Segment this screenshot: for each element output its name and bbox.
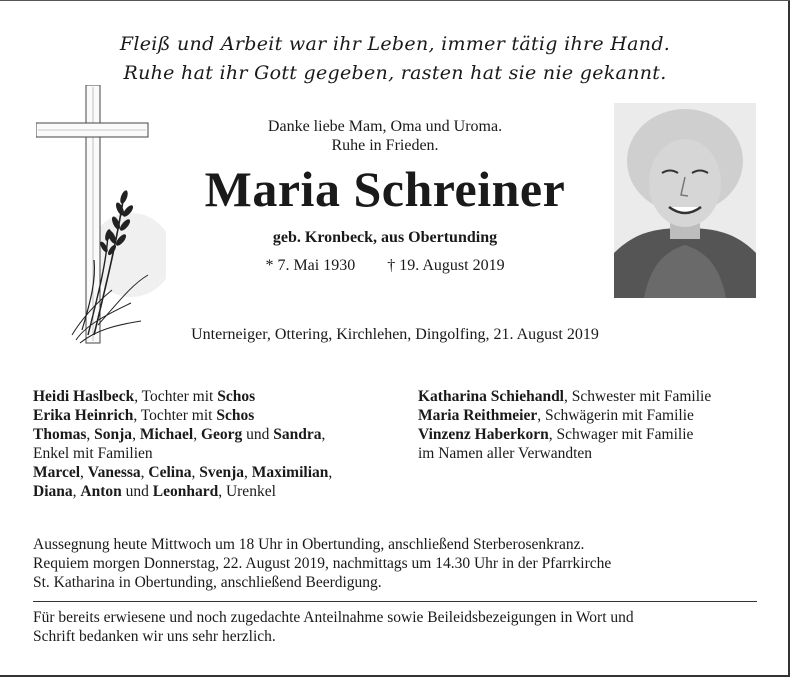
divider [33,601,757,602]
birth-date: * 7. Mai 1930 [265,257,356,274]
mourners-right [418,387,778,463]
mourner-relation: , Urenkel [218,483,276,500]
mourner-line [418,406,778,425]
mourner-relation: , [191,464,200,481]
mourners-left [33,387,403,501]
mourner-name: Vinzenz Haberkorn [418,426,549,443]
mourner-name: Svenja [199,464,244,481]
mourner-relation: , [132,426,140,443]
thanks-line-1: Danke liebe Mam, Oma und Uroma. [267,118,503,135]
place-and-date: Unterneiger, Ottering, Kirchlehen, Dingolfing, 21. August 2019 [191,326,599,343]
mourner-relation: , [193,426,201,443]
mourner-relation: , [244,464,252,481]
mourner-line [418,425,778,444]
mourner-line [418,387,778,406]
mourner-name: Michael [139,426,194,443]
mourner-line [33,406,403,425]
mourner-relation: , [80,464,88,481]
mourner-relation: , [140,464,149,481]
mourner-relation: , Schwager mit Familie [548,426,694,443]
motto-line-2: Ruhe hat ihr Gott gegeben, rasten hat sie nie gekannt. [123,62,667,84]
mourner-name: Marcel [33,464,81,481]
mourner-relation: , Tochter mit [134,388,218,405]
mourner-relation: , [328,464,333,481]
service-line-1: Aussegnung heute Mittwoch um 18 Uhr in Obertunding, anschließend Sterberosenkranz. [33,536,585,553]
mourner-relation: , [321,426,326,443]
closing-line-2: Schrift bedanken wir uns sehr herzlich. [33,628,276,645]
portrait-photo [614,103,756,298]
mourner-name: Leonhard [152,483,219,500]
mourner-relation: und [121,483,153,500]
motto-line-1: Fleiß und Arbeit war ihr Leben, immer tätig ihre Hand. [119,33,671,55]
mourner-line [33,482,403,501]
mourner-name: Celina [148,464,192,481]
mourner-relation: , Schwester mit Familie [564,388,712,405]
service-info [33,535,753,592]
birth-name: geb. Kronbeck, aus Obertunding [272,229,498,246]
mourner-relation: , Tochter mit [133,407,217,424]
mourner-name: Schos [217,388,256,405]
mourner-name: Georg [200,426,243,443]
mourner-relation: im Namen aller Verwandten [418,445,593,462]
mourner-relation: Enkel mit Familien [33,445,153,462]
mourner-line [33,444,403,463]
mourner-name: Erika Heinrich [33,407,134,424]
life-dates [180,257,590,275]
mourner-name: Heidi Haslbeck [33,388,135,405]
mourner-relation: , Schwägerin mit Familie [537,407,694,424]
mourner-name: Sonja [94,426,133,443]
deceased-name: Maria Schreiner [204,161,566,217]
service-line-2: Requiem morgen Donnerstag, 22. August 2019, nachmittags um 14.30 Uhr in der Pfarrkirche [33,555,612,572]
closing-text [33,608,753,646]
top-rule [0,0,790,1]
mourner-name: Katharina Schiehandl [418,388,564,405]
mourner-name: Sandra [273,426,322,443]
mourner-relation: , [72,483,81,500]
mourner-name: Vanessa [87,464,141,481]
mourner-name: Maximilian [251,464,329,481]
mourner-line [33,387,403,406]
mourner-name: Anton [80,483,122,500]
closing-line-1: Für bereits erwiesene und noch zugedachte Anteilnahme sowie Beileidsbezeigungen in Wort und [33,609,634,626]
mourner-line [418,444,778,463]
service-line-3: St. Katharina in Obertunding, anschließend Beerdigung. [33,574,382,591]
cross-with-wheat-icon [36,85,166,345]
mourner-name: Diana [33,483,73,500]
thanks-line-2: Ruhe in Frieden. [331,137,439,154]
death-date: † 19. August 2019 [387,257,505,274]
mourner-name: Schos [216,407,255,424]
mourner-name: Maria Reithmeier [418,407,538,424]
mourner-relation: , [86,426,95,443]
mourner-line [33,463,403,482]
mourner-name: Thomas [33,426,87,443]
mourner-line [33,425,403,444]
mourner-relation: und [242,426,274,443]
